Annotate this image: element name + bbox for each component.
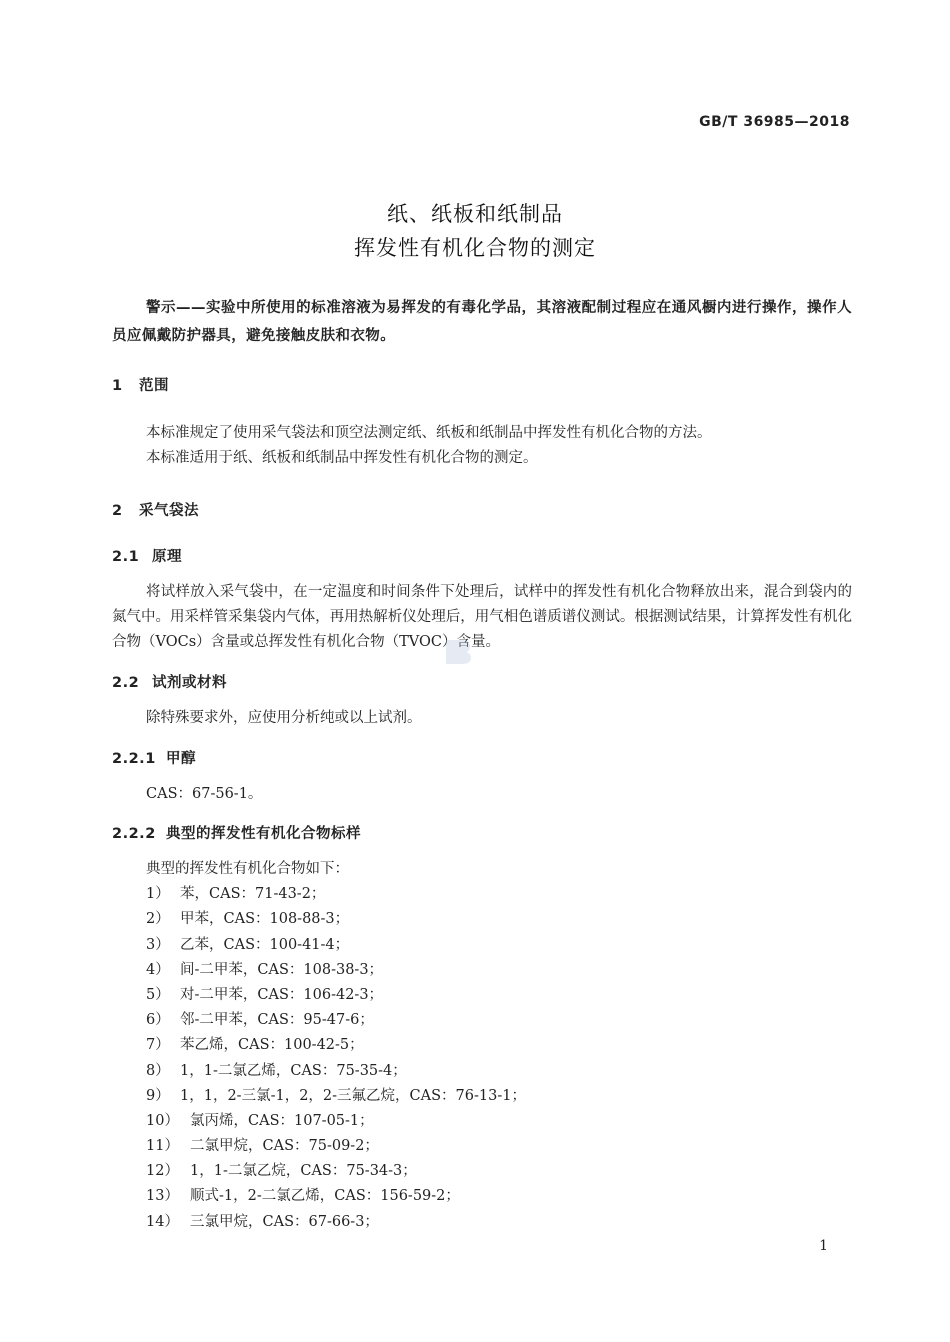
section-number: 1 xyxy=(112,378,123,394)
item-text: 苯乙烯，CAS：100-42-5； xyxy=(180,1037,364,1054)
item-text: 1，1-二氯乙烯，CAS：75-35-4； xyxy=(180,1062,407,1079)
section-1-paragraph-2: 本标准适用于纸、纸板和纸制品中挥发性有机化合物的测定。 xyxy=(146,450,538,466)
item-number: 7） xyxy=(146,1037,170,1054)
item-text: 对-二甲苯，CAS：106-42-3； xyxy=(180,986,384,1003)
section-title: 典型的挥发性有机化合物标样 xyxy=(166,826,361,842)
list-item xyxy=(146,1210,846,1235)
list-item xyxy=(146,907,846,932)
section-title: 采气袋法 xyxy=(139,503,199,519)
section-2-2-heading xyxy=(112,671,227,692)
list-item xyxy=(146,983,846,1008)
section-1-paragraph-1: 本标准规定了使用采气袋法和顶空法测定纸、纸板和纸制品中挥发性有机化合物的方法。 xyxy=(146,425,712,441)
warning-notice: 警示——实验中所使用的标准溶液为易挥发的有毒化学品，其溶液配制过程应在通风橱内进行操作，操作人员应佩戴防护器具，避免接触皮肤和衣物。 xyxy=(112,300,852,344)
item-number: 14） xyxy=(146,1213,179,1230)
section-title: 范围 xyxy=(139,378,169,394)
compound-list xyxy=(146,857,846,1235)
section-title: 试剂或材料 xyxy=(152,675,227,691)
section-number: 2.2 xyxy=(112,675,140,691)
section-2-1-paragraph: 将试样放入采气袋中，在一定温度和时间条件下处理后，试样中的挥发性有机化合物释放出来，混合到袋内的氮气中。用采样管采集袋内气体，再用热解析仪处理后，用气相色谱质谱仪测试。根据测试结果，计算挥发性有机化合物（VOCs）含量或总挥发性有机化合物（TVOC）含量。 xyxy=(112,584,852,650)
item-text: 1，1，2-三氯-1，2，2-三氟乙烷，CAS：76-13-1； xyxy=(180,1087,526,1104)
list-item xyxy=(146,958,846,983)
section-2-heading xyxy=(112,499,199,520)
list-item xyxy=(146,1008,846,1033)
section-number: 2.2.2 xyxy=(112,826,156,842)
document-title-line1: 纸、纸板和纸制品 xyxy=(387,202,563,226)
item-number: 13） xyxy=(146,1188,179,1205)
section-1-heading xyxy=(112,374,169,395)
list-item xyxy=(146,933,846,958)
list-item xyxy=(146,1184,846,1209)
item-number: 12） xyxy=(146,1163,179,1180)
watermark-logo-icon xyxy=(440,636,474,666)
document-title-line2: 挥发性有机化合物的测定 xyxy=(354,236,596,260)
list-item xyxy=(146,1109,846,1134)
item-number: 8） xyxy=(146,1062,170,1079)
list-item xyxy=(146,1159,846,1184)
item-text: 顺式-1，2-二氯乙烯，CAS：156-59-2； xyxy=(190,1188,460,1205)
item-text: 苯，CAS：71-43-2； xyxy=(180,886,326,903)
compound-list-intro: 典型的挥发性有机化合物如下： xyxy=(146,861,349,877)
list-item xyxy=(146,1059,846,1084)
item-number: 11） xyxy=(146,1138,179,1155)
section-2-2-2-heading xyxy=(112,822,361,843)
item-text: 间-二甲苯，CAS：108-38-3； xyxy=(180,961,384,978)
item-text: 二氯甲烷，CAS：75-09-2； xyxy=(190,1138,379,1155)
item-text: 三氯甲烷，CAS：67-66-3； xyxy=(190,1213,379,1230)
item-number: 1） xyxy=(146,886,170,903)
section-2-2-paragraph: 除特殊要求外，应使用分析纯或以上试剂。 xyxy=(146,710,422,726)
item-number: 3） xyxy=(146,936,170,953)
section-2-1-heading xyxy=(112,545,182,566)
item-text: 乙苯，CAS：100-41-4； xyxy=(180,936,350,953)
item-number: 9） xyxy=(146,1087,170,1104)
list-item xyxy=(146,882,846,907)
section-number: 2.2.1 xyxy=(112,751,156,767)
item-number: 10） xyxy=(146,1112,179,1129)
section-title: 甲醇 xyxy=(166,751,196,767)
item-number: 6） xyxy=(146,1012,170,1029)
list-item xyxy=(146,1033,846,1058)
page-number: 1 xyxy=(819,1238,828,1254)
list-item xyxy=(146,1084,846,1109)
section-number: 2.1 xyxy=(112,549,140,565)
section-title: 原理 xyxy=(152,549,182,565)
section-2-2-1-heading xyxy=(112,747,196,768)
item-number: 2） xyxy=(146,911,170,928)
item-number: 5） xyxy=(146,986,170,1003)
item-text: 1，1-二氯乙烷，CAS：75-34-3； xyxy=(190,1163,417,1180)
item-text: 邻-二甲苯，CAS：95-47-6； xyxy=(180,1012,374,1029)
standard-code: GB/T 36985—2018 xyxy=(699,114,850,130)
section-number: 2 xyxy=(112,503,123,519)
item-text: 甲苯，CAS：108-88-3； xyxy=(180,911,350,928)
section-2-2-1-paragraph: CAS：67-56-1。 xyxy=(146,786,263,802)
item-text: 氯丙烯，CAS：107-05-1； xyxy=(190,1112,374,1129)
item-number: 4） xyxy=(146,961,170,978)
list-item xyxy=(146,1134,846,1159)
